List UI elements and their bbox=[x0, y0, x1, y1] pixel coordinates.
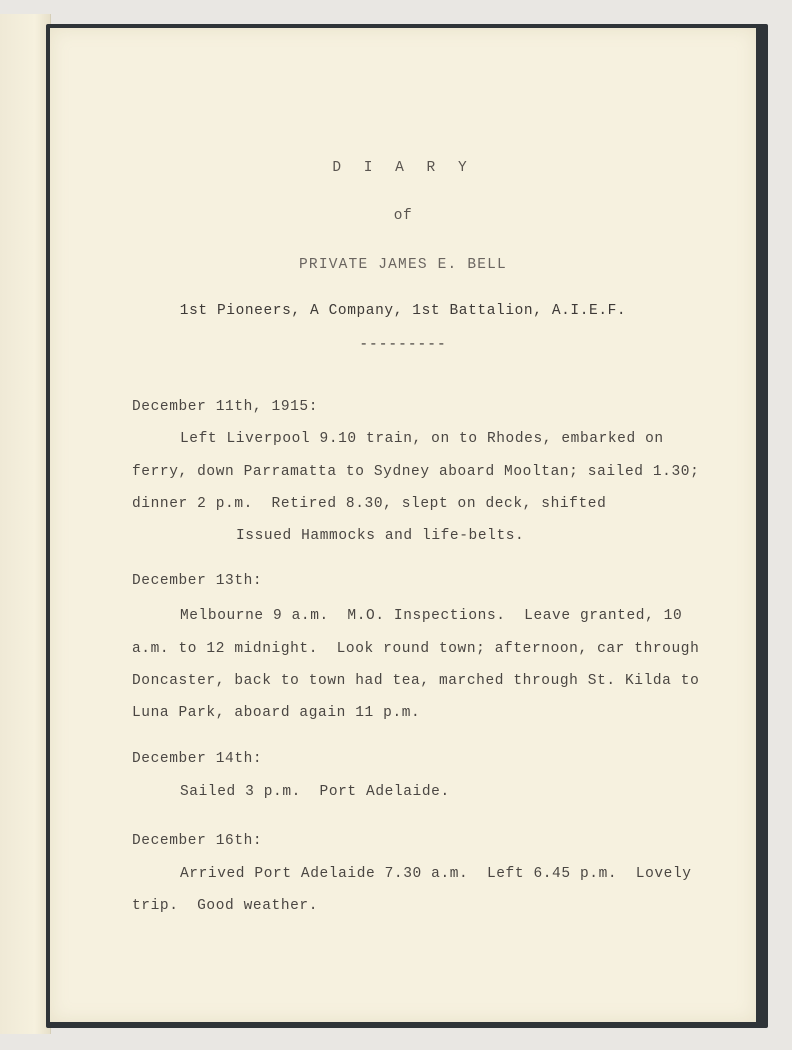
title-of: of bbox=[393, 208, 413, 224]
entry-line: Doncaster, back to town had tea, marched through St. Kilda to bbox=[132, 673, 700, 689]
typed-text bbox=[50, 28, 756, 1022]
entry-line: Issued Hammocks and life-belts. bbox=[236, 528, 525, 544]
divider-rule: --------- bbox=[359, 337, 447, 353]
entry-line: Sailed 3 p.m. Port Adelaide. bbox=[180, 784, 450, 800]
diary-page bbox=[50, 28, 756, 1022]
entry-line: Melbourne 9 a.m. M.O. Inspections. Leave granted, 10 bbox=[180, 608, 683, 624]
entry-date: December 13th: bbox=[132, 573, 263, 589]
entry-line: dinner 2 p.m. Retired 8.30, slept on deck, shifted bbox=[132, 496, 607, 512]
entry-line: Left Liverpool 9.10 train, on to Rhodes, embarked on bbox=[180, 431, 664, 447]
military-unit: 1st Pioneers, A Company, 1st Battalion, A.I.E.F. bbox=[179, 303, 627, 319]
previous-page-edge bbox=[0, 14, 51, 1034]
entry-date: December 11th, 1915: bbox=[132, 399, 319, 415]
diary-title: D I A R Y bbox=[332, 160, 474, 176]
entry-line: Luna Park, aboard again 11 p.m. bbox=[132, 705, 421, 721]
entry-date: December 14th: bbox=[132, 751, 263, 767]
entry-date: December 16th: bbox=[132, 833, 263, 849]
author-name: PRIVATE JAMES E. BELL bbox=[299, 257, 507, 273]
entry-line: ferry, down Parramatta to Sydney aboard Mooltan; sailed 1.30; bbox=[132, 464, 700, 480]
entry-line: trip. Good weather. bbox=[132, 898, 319, 914]
entry-line: a.m. to 12 midnight. Look round town; afternoon, car through bbox=[132, 641, 700, 657]
entry-line: Arrived Port Adelaide 7.30 a.m. Left 6.45 p.m. Lovely bbox=[180, 866, 692, 882]
